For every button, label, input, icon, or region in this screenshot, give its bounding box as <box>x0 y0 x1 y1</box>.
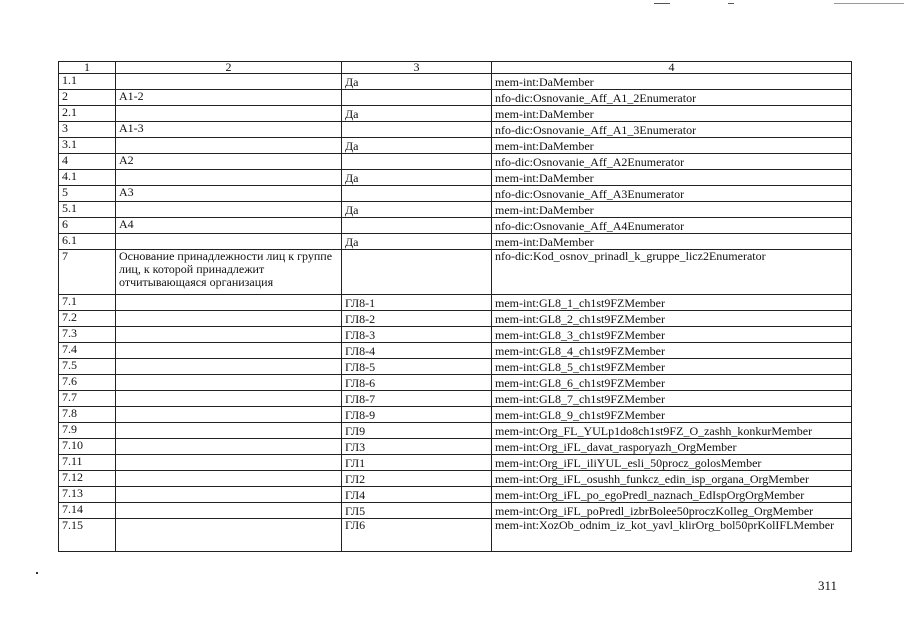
cell-c2 <box>116 343 342 359</box>
cell-c4: mem-int:DaMember <box>492 234 852 250</box>
cell-c2 <box>116 503 342 519</box>
cell-c3: ГЛ8-3 <box>342 327 492 343</box>
cell-c1: 5 <box>59 186 116 202</box>
cell-c2 <box>116 375 342 391</box>
cell-c4: mem-int:GL8_2_ch1st9FZMember <box>492 311 852 327</box>
cell-c3: Да <box>342 138 492 154</box>
cell-c2 <box>116 439 342 455</box>
table-row <box>59 106 852 122</box>
cell-c1: 7 <box>59 250 116 295</box>
table-row <box>59 154 852 170</box>
cell-c1: 7.12 <box>59 471 116 487</box>
table-row <box>59 74 852 90</box>
table-row <box>59 327 852 343</box>
table-row <box>59 295 852 311</box>
table-row <box>59 138 852 154</box>
table-row <box>59 391 852 407</box>
cell-c1: 7.6 <box>59 375 116 391</box>
cell-c4: mem-int:GL8_4_ch1st9FZMember <box>492 343 852 359</box>
cell-c4: mem-int:GL8_6_ch1st9FZMember <box>492 375 852 391</box>
cell-c4: mem-int:Org_FL_YULp1do8ch1st9FZ_O_zashh_konkurMember <box>492 423 852 439</box>
cell-c3: ГЛ8-4 <box>342 343 492 359</box>
header-cell: 3 <box>342 62 492 74</box>
cell-c4: nfo-dic:Osnovanie_Aff_A1_3Enumerator <box>492 122 852 138</box>
cell-c4: mem-int:DaMember <box>492 202 852 218</box>
cell-c4: mem-int:Org_iFL_poPredl_izbrBolee50proczKolleg_OrgMember <box>492 503 852 519</box>
cell-c1: 1.1 <box>59 74 116 90</box>
cell-c3: Да <box>342 170 492 186</box>
cell-c2 <box>116 391 342 407</box>
cell-c2 <box>116 327 342 343</box>
cell-c1: 7.8 <box>59 407 116 423</box>
cell-c3 <box>342 250 492 295</box>
cell-c1: 7.11 <box>59 455 116 471</box>
header-cell: 2 <box>116 62 342 74</box>
cell-c2: A2 <box>116 154 342 170</box>
cell-c2: A1-3 <box>116 122 342 138</box>
mapping-table <box>58 61 852 552</box>
cell-c3: Да <box>342 234 492 250</box>
cell-c1: 7.10 <box>59 439 116 455</box>
cell-c3: ГЛ8-7 <box>342 391 492 407</box>
cell-c2 <box>116 359 342 375</box>
cell-c3: ГЛ6 <box>342 519 492 552</box>
cell-c1: 7.7 <box>59 391 116 407</box>
cell-c2 <box>116 519 342 552</box>
table-row <box>59 503 852 519</box>
table-row <box>59 423 852 439</box>
cell-c2: A3 <box>116 186 342 202</box>
cell-c4: mem-int:DaMember <box>492 106 852 122</box>
cell-c3 <box>342 122 492 138</box>
table-row <box>59 311 852 327</box>
scan-mark <box>654 3 670 4</box>
scan-mark <box>728 3 734 4</box>
table-row <box>59 375 852 391</box>
cell-c2 <box>116 455 342 471</box>
scan-mark <box>834 3 904 4</box>
table-row <box>59 90 852 106</box>
cell-c2 <box>116 471 342 487</box>
cell-c3: ГЛ8-6 <box>342 375 492 391</box>
header-cell: 1 <box>59 62 116 74</box>
table-row <box>59 487 852 503</box>
cell-c1: 3 <box>59 122 116 138</box>
cell-c4: mem-int:GL8_1_ch1st9FZMember <box>492 295 852 311</box>
document-page <box>58 61 851 552</box>
cell-c2 <box>116 170 342 186</box>
cell-c4: mem-int:Org_iFL_davat_rasporyazh_OrgMember <box>492 439 852 455</box>
cell-c4: nfo-dic:Osnovanie_Aff_A2Enumerator <box>492 154 852 170</box>
cell-c4: nfo-dic:Kod_osnov_prinadl_k_gruppe_licz2Enumerator <box>492 250 852 295</box>
cell-c4: mem-int:GL8_3_ch1st9FZMember <box>492 327 852 343</box>
cell-c1: 7.13 <box>59 487 116 503</box>
cell-c1: 7.2 <box>59 311 116 327</box>
cell-c4: mem-int:XozOb_odnim_iz_kot_yavl_klirOrg_bol50prKolIFLMember <box>492 519 852 552</box>
cell-c3 <box>342 154 492 170</box>
cell-c1: 7.1 <box>59 295 116 311</box>
cell-c3: ГЛ9 <box>342 423 492 439</box>
cell-c2 <box>116 311 342 327</box>
cell-c2 <box>116 423 342 439</box>
table-row <box>59 202 852 218</box>
table-row <box>59 170 852 186</box>
cell-c2: Основание принадлежности лиц к группе лиц, к которой принадлежит отчитывающаяся организация <box>116 250 342 295</box>
header-row <box>59 62 852 74</box>
cell-c1: 5.1 <box>59 202 116 218</box>
cell-c3 <box>342 186 492 202</box>
header-cell: 4 <box>492 62 852 74</box>
cell-c3: ГЛ1 <box>342 455 492 471</box>
table-row <box>59 218 852 234</box>
table-row <box>59 343 852 359</box>
cell-c4: mem-int:Org_iFL_osushh_funkcz_edin_isp_organa_OrgMember <box>492 471 852 487</box>
table-body <box>59 62 852 552</box>
cell-c2 <box>116 487 342 503</box>
cell-c4: mem-int:GL8_9_ch1st9FZMember <box>492 407 852 423</box>
table-row <box>59 250 852 295</box>
cell-c1: 7.9 <box>59 423 116 439</box>
cell-c3 <box>342 218 492 234</box>
table-row <box>59 407 852 423</box>
cell-c1: 7.5 <box>59 359 116 375</box>
cell-c3: ГЛ8-2 <box>342 311 492 327</box>
cell-c1: 6.1 <box>59 234 116 250</box>
page-number: 311 <box>818 578 838 593</box>
cell-c1: 7.15 <box>59 519 116 552</box>
cell-c4: nfo-dic:Osnovanie_Aff_A1_2Enumerator <box>492 90 852 106</box>
cell-c4: mem-int:GL8_5_ch1st9FZMember <box>492 359 852 375</box>
cell-c1: 7.3 <box>59 327 116 343</box>
table-row <box>59 471 852 487</box>
table-row <box>59 186 852 202</box>
cell-c4: mem-int:DaMember <box>492 170 852 186</box>
cell-c2: A4 <box>116 218 342 234</box>
cell-c3: ГЛ8-9 <box>342 407 492 423</box>
cell-c1: 2 <box>59 90 116 106</box>
cell-c3: ГЛ8-5 <box>342 359 492 375</box>
cell-c2 <box>116 138 342 154</box>
cell-c2 <box>116 295 342 311</box>
cell-c2 <box>116 234 342 250</box>
cell-c3: ГЛ2 <box>342 471 492 487</box>
cell-c4: nfo-dic:Osnovanie_Aff_A3Enumerator <box>492 186 852 202</box>
cell-c1: 7.14 <box>59 503 116 519</box>
cell-c3 <box>342 90 492 106</box>
cell-c3: Да <box>342 106 492 122</box>
cell-c2 <box>116 74 342 90</box>
cell-c2 <box>116 106 342 122</box>
cell-c1: 4.1 <box>59 170 116 186</box>
cell-c1: 2.1 <box>59 106 116 122</box>
table-row <box>59 439 852 455</box>
table-row <box>59 519 852 552</box>
cell-c4: nfo-dic:Osnovanie_Aff_A4Enumerator <box>492 218 852 234</box>
cell-c1: 4 <box>59 154 116 170</box>
cell-c4: mem-int:DaMember <box>492 138 852 154</box>
table-row <box>59 455 852 471</box>
cell-c3: ГЛ4 <box>342 487 492 503</box>
cell-c1: 7.4 <box>59 343 116 359</box>
cell-c4: mem-int:Org_iFL_iliYUL_esli_50procz_golosMember <box>492 455 852 471</box>
cell-c4: mem-int:Org_iFL_po_egoPredl_naznach_EdIspOrgOrgMember <box>492 487 852 503</box>
cell-c4: mem-int:DaMember <box>492 74 852 90</box>
table-row <box>59 122 852 138</box>
top-scan-marks <box>0 0 905 10</box>
cell-c1: 6 <box>59 218 116 234</box>
cell-c2 <box>116 202 342 218</box>
scan-speck <box>36 572 38 574</box>
cell-c2: A1-2 <box>116 90 342 106</box>
cell-c1: 3.1 <box>59 138 116 154</box>
cell-c3: ГЛ5 <box>342 503 492 519</box>
cell-c3: ГЛ8-1 <box>342 295 492 311</box>
cell-c2 <box>116 407 342 423</box>
cell-c4: mem-int:GL8_7_ch1st9FZMember <box>492 391 852 407</box>
cell-c3: Да <box>342 202 492 218</box>
table-row <box>59 234 852 250</box>
cell-c3: ГЛ3 <box>342 439 492 455</box>
cell-c3: Да <box>342 74 492 90</box>
table-row <box>59 359 852 375</box>
